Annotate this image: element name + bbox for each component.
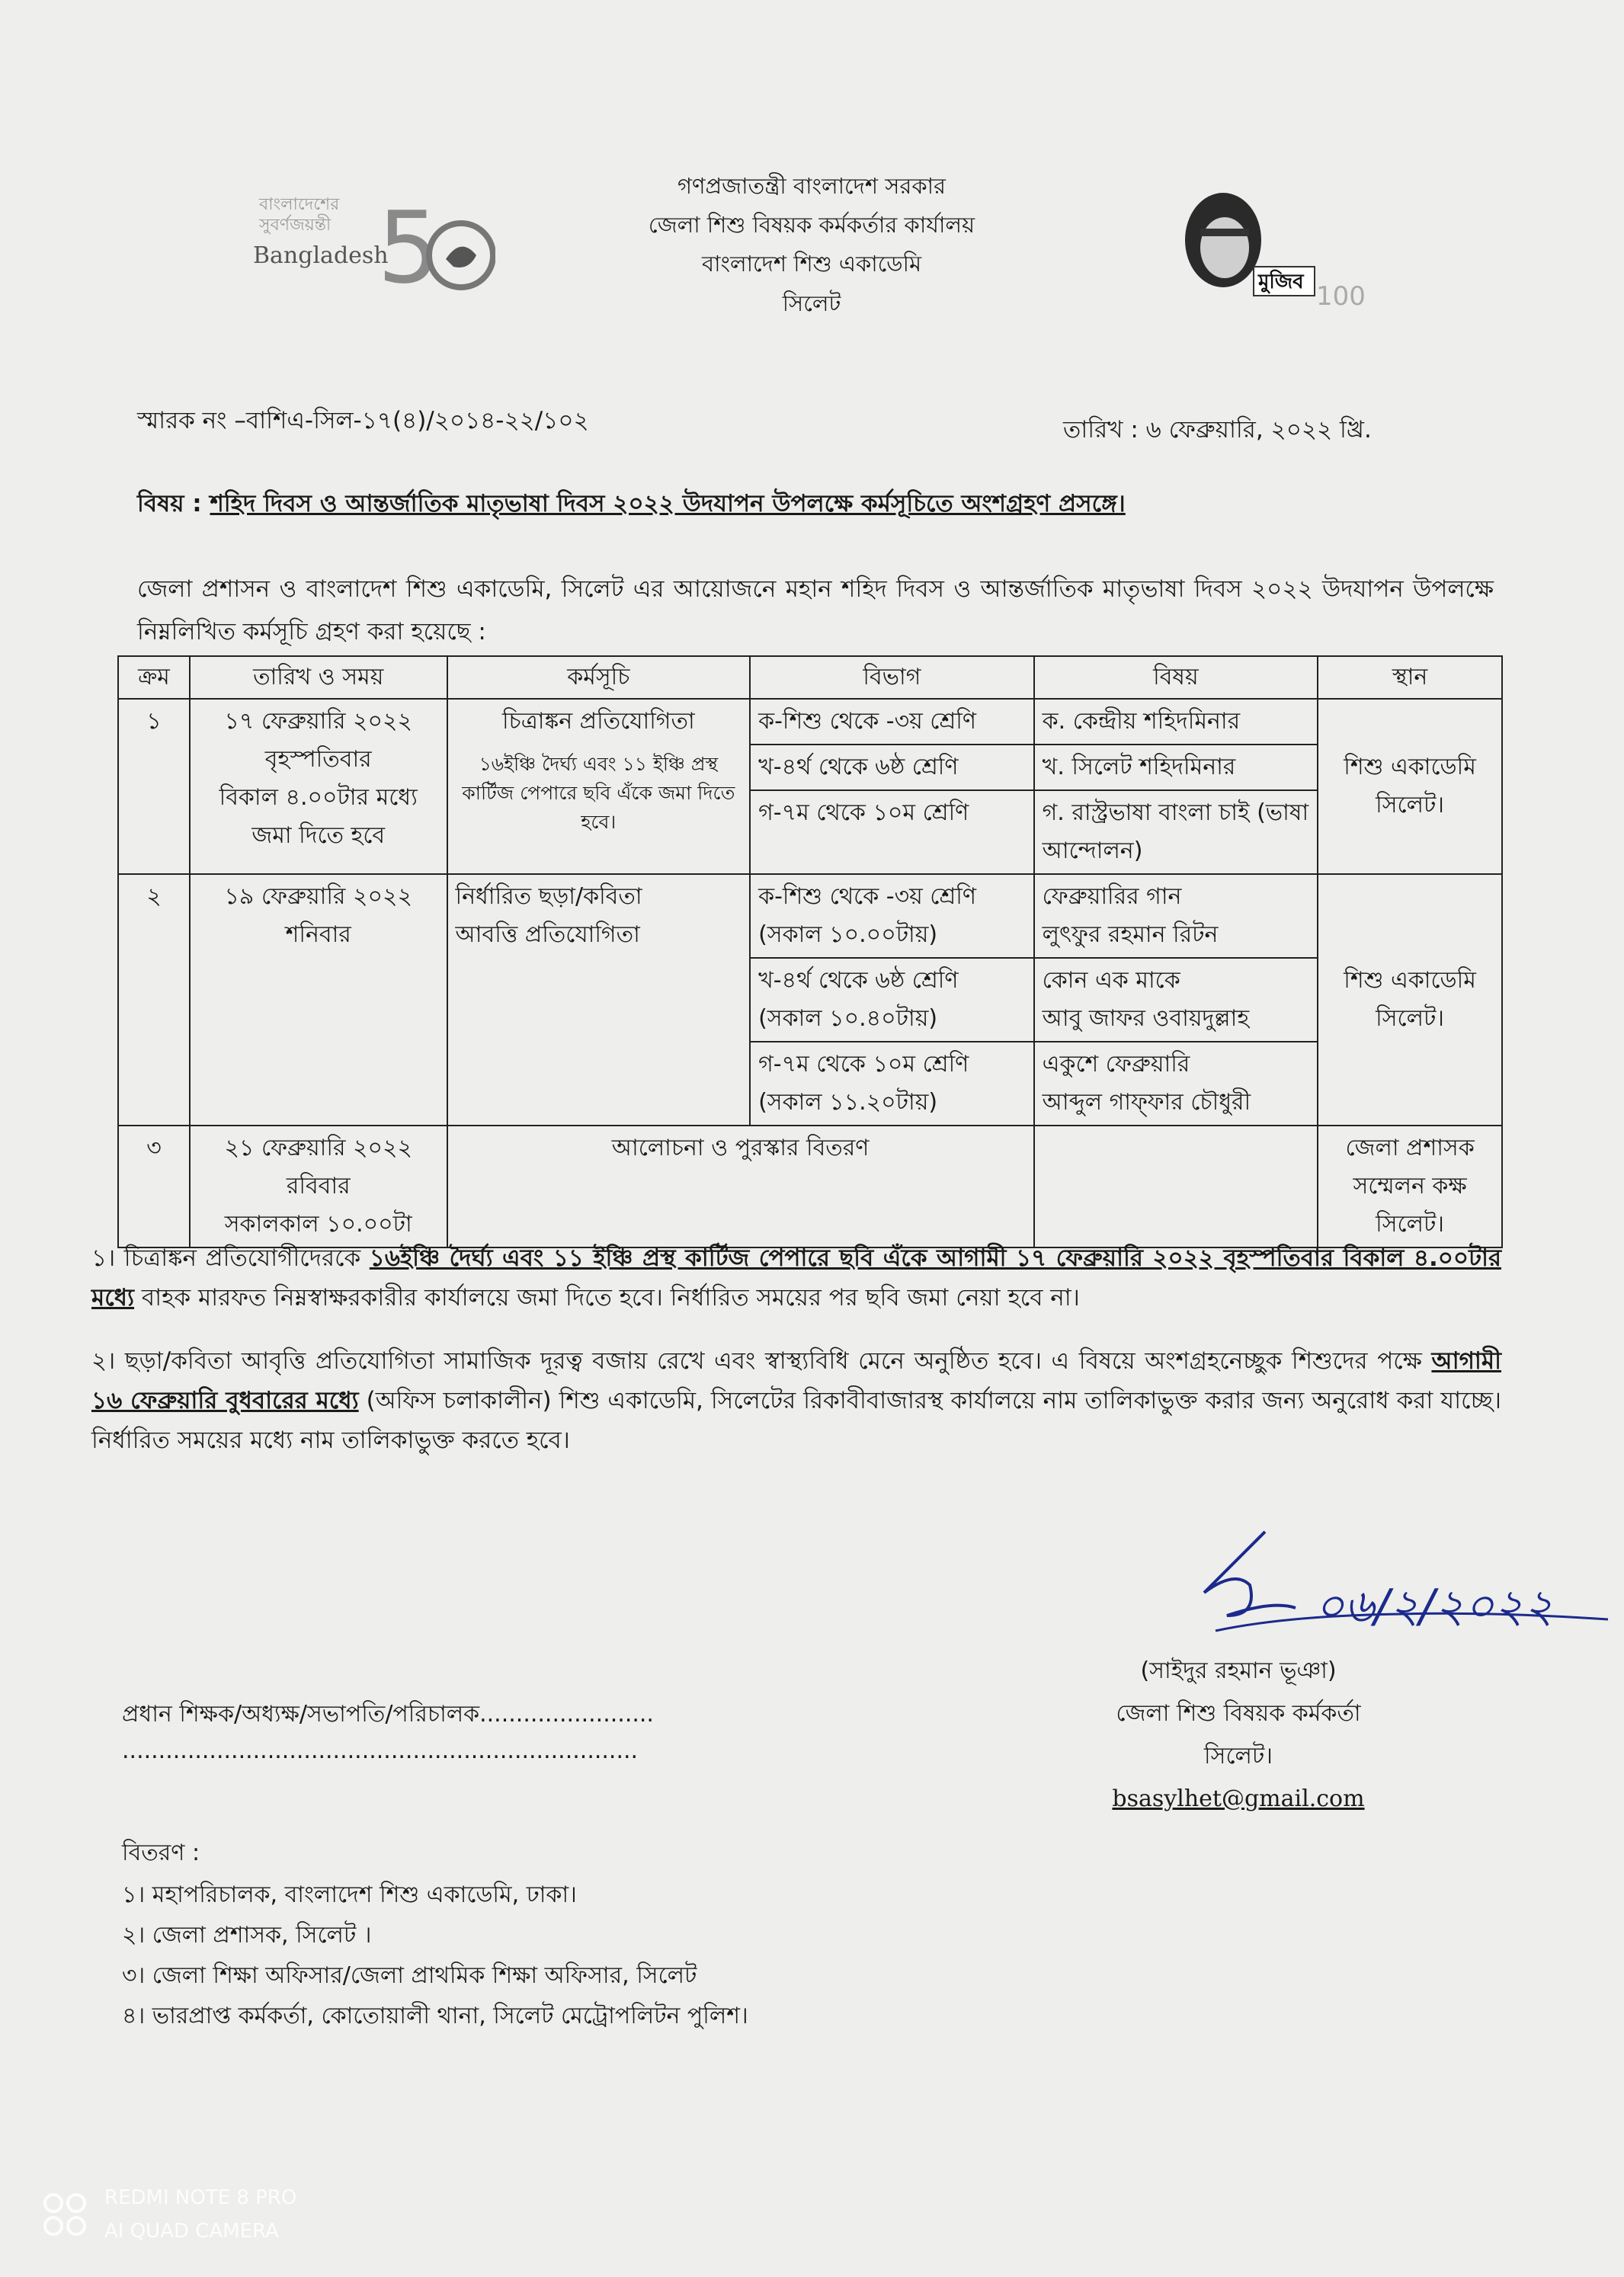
- day-line: রবিবার: [286, 1173, 351, 1199]
- topic-cell: [1034, 1126, 1318, 1247]
- svg-text:Bangladesh: Bangladesh: [253, 242, 389, 269]
- poet-name: আব্দুল গাফ্ফার চৌধুরী: [1042, 1089, 1251, 1116]
- time-line: সকালকাল ১০.০০টা: [224, 1211, 412, 1238]
- svg-text:5: 5: [377, 190, 440, 305]
- note-2: [91, 1341, 1501, 1460]
- day-line: বৃহস্পতিবার: [264, 746, 372, 773]
- category-time: (সকাল ১০.০০টায়): [758, 921, 938, 948]
- signature-block: [1097, 1650, 1379, 1821]
- date-line: ২১ ফেব্রুয়ারি ২০২২: [224, 1135, 413, 1161]
- program-name-2: আবত্তি প্রতিযোগিতা: [455, 921, 640, 948]
- venue-city: সিলেট।: [1376, 1211, 1445, 1238]
- category-time: (সকাল ১০.৪০টায়): [758, 1005, 938, 1032]
- recipient-line-2: .......................................................................: [122, 1737, 639, 1764]
- topic-cell: গ. রাস্ট্রভাষা বাংলা চাই (ভাষা আন্দোলন): [1034, 790, 1318, 874]
- camera-watermark: [42, 2181, 296, 2248]
- header-government: গণপ্রজাতন্ত্রী বাংলাদেশ সরকার: [677, 173, 947, 199]
- venue-cell: [1318, 1126, 1502, 1247]
- venue-cell: [1318, 874, 1502, 1126]
- camera-logo-icon: [42, 2192, 88, 2237]
- category-name: খ-৪র্থ থেকে ৬ষ্ঠ শ্রেণি: [758, 967, 959, 994]
- serial-cell: ৩: [118, 1126, 190, 1247]
- signatory-title: জেলা শিশু বিষয়ক কর্মকর্তা: [1116, 1700, 1361, 1727]
- note-1: [91, 1238, 1501, 1318]
- note-1-prefix: ১। চিত্রাঙ্কন প্রতিযোগীদেরকে: [91, 1244, 370, 1272]
- program-name: চিত্রাঙ্কন প্রতিযোগিতা: [501, 708, 695, 735]
- header-date-time: তারিখ ও সময়: [190, 656, 447, 699]
- subject-text: শহিদ দিবস ও আন্তর্জাতিক মাতৃভাষা দিবস ২০২২ উদযাপন উপলক্ষে কর্মসূচিতে অংশগ্রহণ প্রসঙ্গে।: [210, 490, 1126, 517]
- svg-text:০৬/২/২০২২: ০৬/২/২০২২: [1315, 1580, 1554, 1633]
- topic-cell: ক. কেন্দ্রীয় শহিদমিনার: [1034, 699, 1318, 745]
- table-row: [118, 874, 1502, 958]
- venue-line: জেলা প্রশাসক: [1345, 1135, 1475, 1161]
- category-time: (সকাল ১১.২০টায়): [758, 1089, 938, 1116]
- svg-text:বাংলাদেশের: বাংলাদেশের: [259, 195, 340, 214]
- category-cell: ক-শিশু থেকে -৩য় শ্রেণি: [750, 699, 1034, 745]
- program-name: নির্ধারিত ছড়া/কবিতা: [455, 883, 642, 910]
- distribution-label: বিতরণ :: [122, 1840, 200, 1866]
- deadline-line: জমা দিতে হবে: [251, 822, 386, 849]
- category-cell: খ-৪র্থ থেকে ৬ষ্ঠ শ্রেণি: [750, 745, 1034, 790]
- note-2-highlight: আগামী ১৬ ফেব্রুয়ারি বুধবারের মধ্যে: [91, 1347, 1501, 1414]
- svg-text:মুজিব: মুজিব: [1258, 271, 1304, 293]
- watermark-model: REDMI NOTE 8 PRO: [104, 2186, 297, 2209]
- note-2-suffix: (অফিস চলাকালীন) শিশু একাডেমি, সিলেটের রিকাবীবাজারস্থ কার্যালয়ে নাম তালিকাভুক্ত করার জন্য অনুরোধ করা যাচ্ছে। নির্ধারিত সময়ের মধ্যে নাম তালিকাভুক্ত করতে হবে।: [91, 1387, 1502, 1454]
- category-name: ক-শিশু থেকে -৩য় শ্রেণি: [758, 883, 977, 910]
- program-cell: [447, 874, 751, 1126]
- date-cell: [190, 874, 447, 1126]
- topic-cell: [1034, 1042, 1318, 1126]
- program-note: ১৬ইঞ্চি দৈর্ঘ্য এবং ১১ ইঞ্চি প্রস্থ কার্টিজ পেপারে ছবি এঁকে জমা দিতে হবে।: [462, 753, 735, 833]
- list-item: ৩। জেলা শিক্ষা অফিসার/জেলা প্রাথমিক শিক্ষা অফিসার, সিলেট: [122, 1962, 697, 1989]
- header-city: সিলেট: [782, 290, 841, 316]
- category-name: গ-৭ম থেকে ১০ম শ্রেণি: [758, 1051, 969, 1078]
- venue-line: শিশু একাডেমি: [1344, 754, 1476, 780]
- poem-title: ফেব্রুয়ারির গান: [1042, 883, 1182, 910]
- venue-line: শিশু একাডেমি: [1344, 967, 1476, 994]
- venue-room: সম্মেলন কক্ষ: [1353, 1173, 1467, 1199]
- date-cell: [190, 699, 447, 874]
- category-cell: [750, 958, 1034, 1042]
- watermark-camera: AI QUAD CAMERA: [104, 2220, 279, 2243]
- topic-cell: খ. সিলেট শহিদমিনার: [1034, 745, 1318, 790]
- header-serial: ক্রম: [118, 656, 190, 699]
- category-cell: [750, 874, 1034, 958]
- header-venue: স্থান: [1318, 656, 1502, 699]
- header-topic: বিষয়: [1034, 656, 1318, 699]
- header-office: জেলা শিশু বিষয়ক কর্মকর্তার কার্যালয়: [648, 212, 975, 238]
- signatory-name: (সাইদুর রহমান ভূঞা): [1140, 1657, 1337, 1684]
- subject-line: [137, 485, 1126, 525]
- program-cell: আলোচনা ও পুরস্কার বিতরণ: [447, 1126, 1034, 1247]
- memo-date: তারিখ : ৬ ফেব্রুয়ারি, ২০২২ খ্রি.: [1063, 416, 1372, 444]
- header-academy: বাংলাদেশ শিশু একাডেমি: [701, 251, 922, 277]
- topic-cell: [1034, 874, 1318, 958]
- time-line: বিকাল ৪.০০টার মধ্যে: [219, 784, 418, 811]
- recipient-line-1: প্রধান শিক্ষক/অধ্যক্ষ/সভাপতি/পরিচালক........................: [122, 1701, 654, 1728]
- list-item: ১। মহাপরিচালক, বাংলাদেশ শিশু একাডেমি, ঢাকা।: [122, 1881, 577, 1908]
- topic-cell: [1034, 958, 1318, 1042]
- bangladesh-50-logo: [251, 175, 495, 305]
- date-line: ১৭ ফেব্রুয়ারি ২০২২: [224, 708, 413, 735]
- programme-table: [117, 655, 1503, 1248]
- memo-reference: স্মারক নং –বাশিএ-সিল-১৭(৪)/২০১৪-২২/১০২: [137, 407, 589, 434]
- signatory-email[interactable]: bsasylhet@gmail.com: [1112, 1785, 1365, 1812]
- table-header-row: [118, 656, 1502, 699]
- poem-title: একুশে ফেব্রুয়ারি: [1042, 1051, 1190, 1078]
- header-program: কর্মসূচি: [447, 656, 751, 699]
- header-category: বিভাগ: [750, 656, 1034, 699]
- table-row: [118, 699, 1502, 745]
- program-cell: [447, 699, 751, 874]
- distribution-list: [122, 1875, 748, 2036]
- poet-name: আবু জাফর ওবায়দুল্লাহ: [1042, 1005, 1250, 1032]
- table-row: [118, 1126, 1502, 1247]
- intro-paragraph: জেলা প্রশাসন ও বাংলাদেশ শিশু একাডেমি, সিলেট এর আয়োজনে মহান শহিদ দিবস ও আন্তর্জাতিক মাতৃভাষা দিবস ২০২২ উদযাপন উপলক্ষে নিম্নলিখিত কর্মসূচি গ্রহণ করা হয়েছে :: [137, 575, 1494, 645]
- svg-text:সুবর্ণজয়ন্তী: সুবর্ণজয়ন্তী: [259, 216, 332, 235]
- signatory-place: সিলেট।: [1204, 1743, 1273, 1769]
- list-item: ২। জেলা প্রশাসক, সিলেট ।: [122, 1922, 372, 1949]
- day-line: শনিবার: [285, 921, 351, 948]
- note-2-prefix: ২। ছড়া/কবিতা আবৃত্তি প্রতিযোগিতা সামাজিক দূরত্ব বজায় রেখে এবং স্বাস্থ্যবিধি মেনে অনুষ্ঠিত হবে। এ বিষয়ে অংশগ্রহনেচ্ছুক শিশুদের পক্ষে: [91, 1347, 1432, 1375]
- note-1-suffix: বাহক মারফত নিম্নস্বাক্ষরকারীর কার্যালয়ে জমা দিতে হবে। নির্ধারিত সময়ের পর ছবি জমা নেয়া হবে না।: [134, 1284, 1080, 1311]
- category-cell: গ-৭ম থেকে ১০ম শ্রেণি: [750, 790, 1034, 874]
- serial-cell: ২: [118, 874, 190, 1126]
- list-item: ৪। ভারপ্রাপ্ত কর্মকর্তা, কোতোয়ালী থানা, সিলেট মেট্রোপলিটন পুলিশ।: [122, 2003, 748, 2029]
- mujib-100-logo: [1170, 183, 1368, 312]
- poet-name: লুৎফুর রহমান রিটন: [1042, 921, 1219, 948]
- subject-label: বিষয় :: [137, 490, 202, 517]
- svg-text:100: 100: [1316, 281, 1366, 312]
- category-cell: [750, 1042, 1034, 1126]
- poem-title: কোন এক মাকে: [1042, 967, 1180, 994]
- venue-city: সিলেট।: [1376, 1005, 1445, 1032]
- venue-city: সিলেট।: [1376, 792, 1445, 818]
- serial-cell: ১: [118, 699, 190, 874]
- note-1-highlight: ১৬ইঞ্চি দৈর্ঘ্য এবং ১১ ইঞ্চি প্রস্থ কার্টিজ পেপারে ছবি এঁকে আগামী ১৭ ফেব্রুয়ারি ২০২২ বৃহস্পতিবার বিকাল ৪.০০টার মধ্যে: [91, 1244, 1502, 1311]
- venue-cell: [1318, 699, 1502, 874]
- date-cell: [190, 1126, 447, 1247]
- date-line: ১৯ ফেব্রুয়ারি ২০২২: [224, 883, 412, 910]
